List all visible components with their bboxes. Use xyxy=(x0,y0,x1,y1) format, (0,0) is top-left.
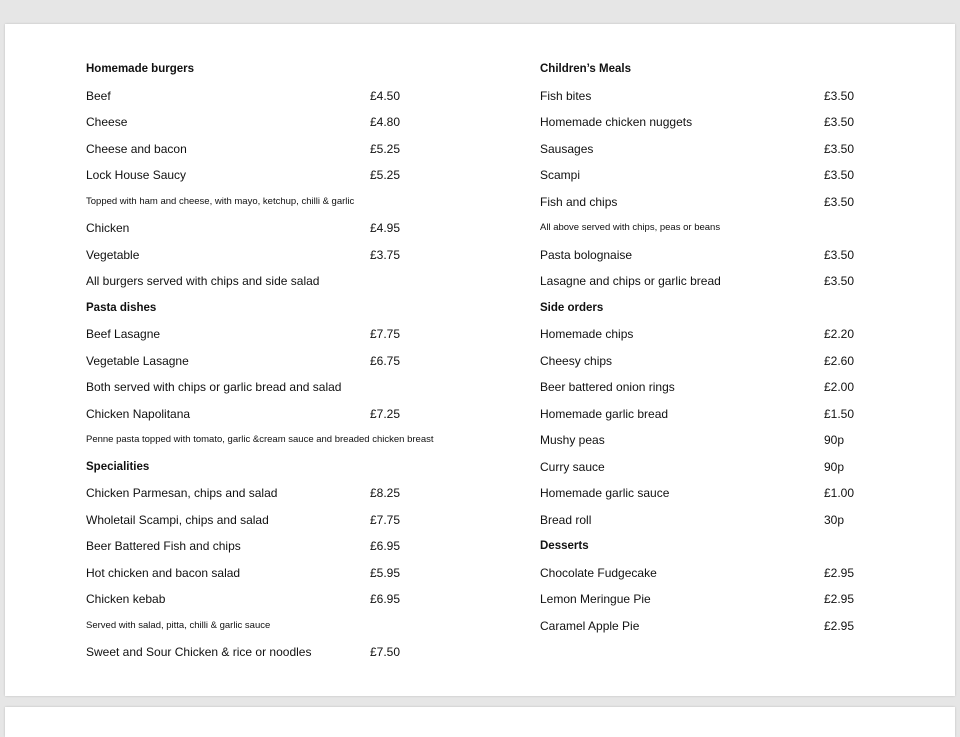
item-name: Beer battered onion rings xyxy=(540,380,675,394)
item-price: £3.50 xyxy=(824,194,855,209)
item-name: Curry sauce xyxy=(540,459,605,474)
item-price: £3.50 xyxy=(824,115,855,129)
item-price: £3.50 xyxy=(824,141,855,156)
item-name: Topped with ham and cheese, with mayo, ketchup, chilli & garlic xyxy=(86,195,355,207)
item-name: Chicken xyxy=(86,221,130,235)
section-title: Desserts xyxy=(540,540,589,552)
item-name: Sausages xyxy=(540,141,594,156)
item-price: £4.80 xyxy=(370,115,401,129)
item-price: £8.25 xyxy=(370,486,401,500)
item-name: Lemon Meringue Pie xyxy=(540,592,651,606)
item-price: £1.00 xyxy=(824,486,855,500)
item-name: Bread roll xyxy=(540,512,592,527)
item-name: Vegetable xyxy=(86,247,140,262)
item-name: Cheese and bacon xyxy=(86,141,187,156)
item-price: £3.50 xyxy=(824,274,855,288)
item-name: Homemade chicken nuggets xyxy=(540,115,693,129)
item-name: Hot chicken and bacon salad xyxy=(86,565,241,580)
item-price: £3.50 xyxy=(824,88,855,103)
item-price: £7.25 xyxy=(370,406,401,421)
item-name: Both served with chips or garlic bread and salad xyxy=(86,380,342,394)
item-price: £3.50 xyxy=(824,247,855,262)
item-price: £2.95 xyxy=(824,618,855,633)
item-price: £4.95 xyxy=(370,221,401,235)
section-title: Specialities xyxy=(86,460,150,473)
item-name: Lasagne and chips or garlic bread xyxy=(540,274,721,288)
section-title: Children’s Meals xyxy=(540,63,631,75)
item-name: Sweet and Sour Chicken & rice or noodles xyxy=(86,645,312,659)
item-name: Chicken Parmesan, chips and salad xyxy=(86,486,278,500)
item-price: £2.00 xyxy=(824,380,855,394)
item-price: £7.75 xyxy=(370,512,401,527)
item-price: 90p xyxy=(824,433,845,447)
item-price: £2.95 xyxy=(824,565,855,580)
item-name: Lock House Saucy xyxy=(86,168,187,182)
item-price: £7.75 xyxy=(370,327,401,341)
item-price: £7.50 xyxy=(370,645,401,659)
item-name: Fish and chips xyxy=(540,194,618,209)
item-name: Homemade garlic sauce xyxy=(540,486,670,500)
item-price: £3.50 xyxy=(824,168,855,182)
item-name: Penne pasta topped with tomato, garlic &cream sauce and breaded chicken breast xyxy=(86,434,434,445)
item-price: £2.60 xyxy=(824,353,855,368)
item-price: £5.25 xyxy=(370,168,401,182)
item-name: Homemade garlic bread xyxy=(540,406,669,421)
item-price: £5.25 xyxy=(370,141,401,156)
item-name: Scampi xyxy=(540,168,581,182)
item-price: 90p xyxy=(824,459,845,474)
section-title: Homemade burgers xyxy=(86,63,195,75)
item-name: Cheesy chips xyxy=(540,353,613,368)
item-name: Mushy peas xyxy=(540,433,605,447)
section-title: Side orders xyxy=(540,301,604,314)
item-price: £6.95 xyxy=(370,592,401,606)
next-page-edge xyxy=(5,707,955,737)
item-price: £4.50 xyxy=(370,88,401,103)
item-price: £1.50 xyxy=(824,406,855,421)
item-name: All burgers served with chips and side salad xyxy=(86,274,320,288)
item-name: Chicken kebab xyxy=(86,592,166,606)
item-name: Wholetail Scampi, chips and salad xyxy=(86,512,269,527)
item-name: Cheese xyxy=(86,115,128,129)
item-name: Beer Battered Fish and chips xyxy=(86,539,241,553)
section-title: Pasta dishes xyxy=(86,301,157,314)
item-name: Chocolate Fudgecake xyxy=(540,565,657,580)
menu-page xyxy=(5,24,955,696)
item-name: Beef Lasagne xyxy=(86,327,161,341)
item-name: Fish bites xyxy=(540,88,592,103)
item-name: Served with salad, pitta, chilli & garlic sauce xyxy=(86,619,271,631)
item-price: £6.95 xyxy=(370,539,401,553)
item-price: £6.75 xyxy=(370,353,401,368)
item-name: Caramel Apple Pie xyxy=(540,618,640,633)
item-price: £2.95 xyxy=(824,592,855,606)
item-name: Beef xyxy=(86,88,111,103)
item-price: £3.75 xyxy=(370,247,401,262)
item-price: £5.95 xyxy=(370,565,401,580)
item-name: Vegetable Lasagne xyxy=(86,353,189,368)
item-name: All above served with chips, peas or beans xyxy=(540,222,721,233)
item-name: Homemade chips xyxy=(540,327,634,341)
item-name: Chicken Napolitana xyxy=(86,406,191,421)
item-name: Pasta bolognaise xyxy=(540,247,633,262)
item-price: 30p xyxy=(824,512,845,527)
item-price: £2.20 xyxy=(824,327,855,341)
